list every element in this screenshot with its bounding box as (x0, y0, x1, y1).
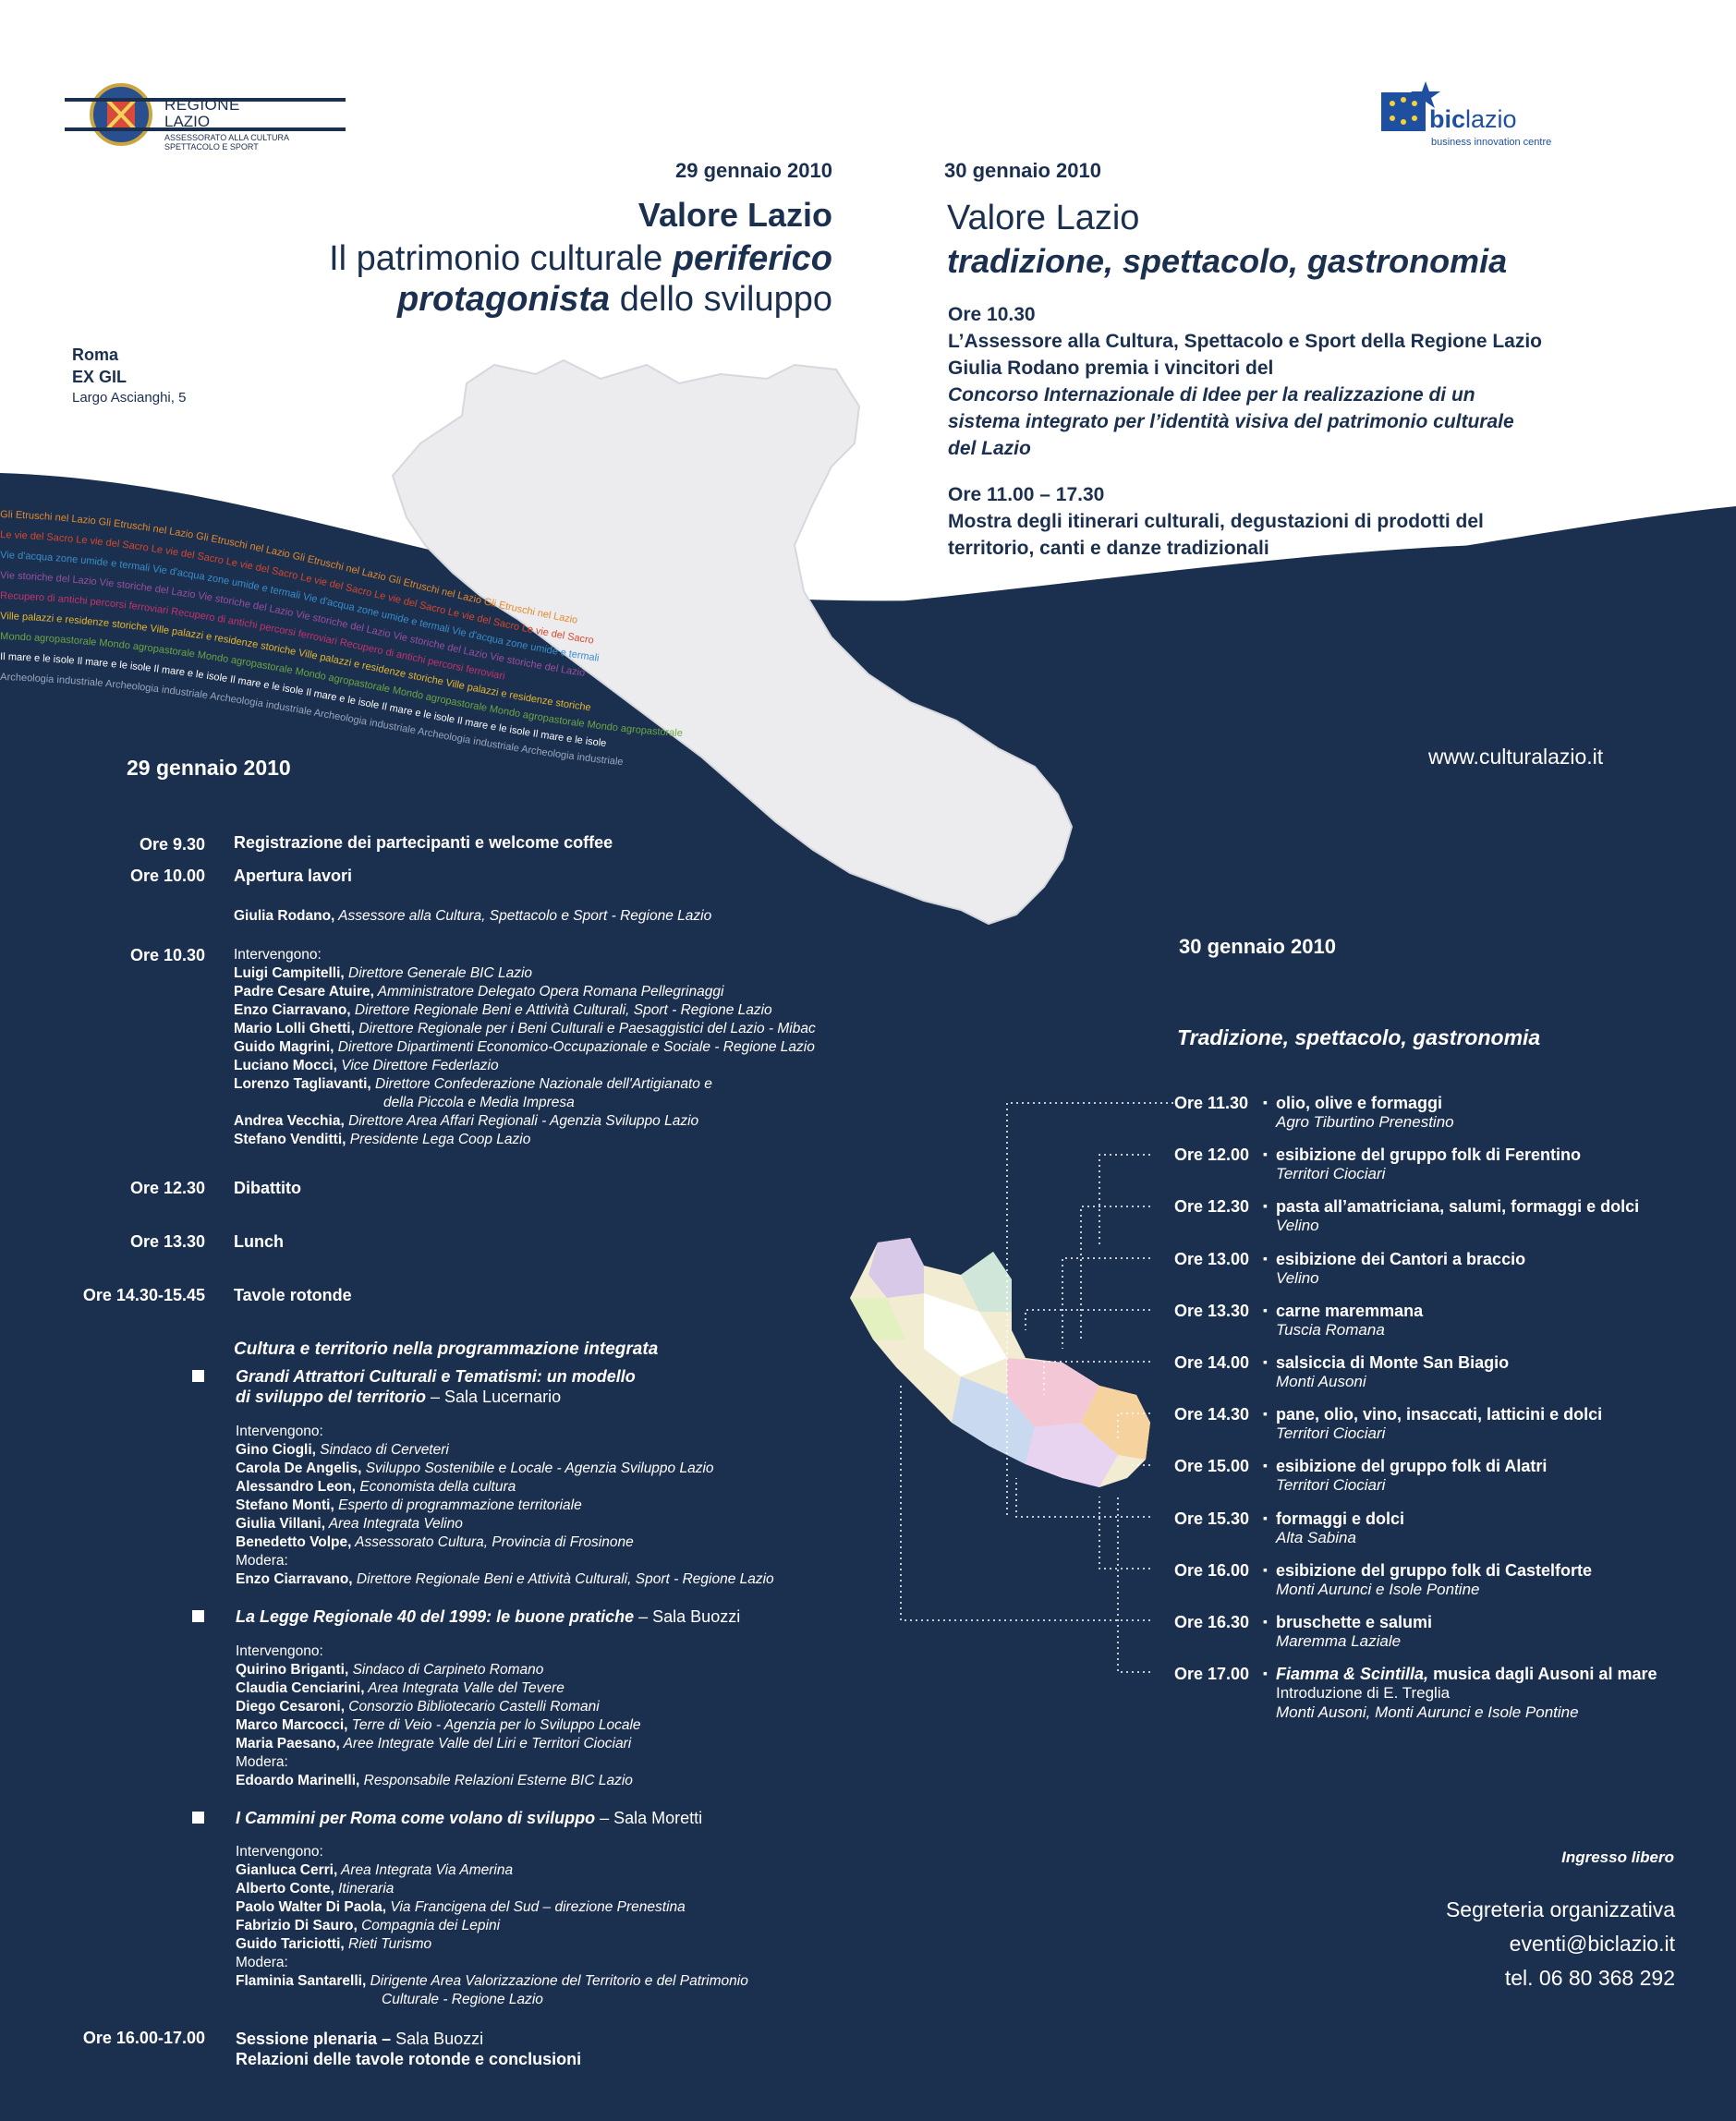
left-header-title: Valore Lazio (637, 196, 832, 234)
time-label: Ore 11.30 (1174, 1094, 1249, 1112)
speaker: Marco Marcocci, Terre di Veio - Agenzia per lo Sviluppo Locale (236, 1717, 641, 1733)
venue-address: Largo Ascianghi, 5 (72, 390, 187, 406)
speaker: Guido Tariciotti, Rieti Turismo (236, 1936, 432, 1952)
time-label: Ore 13.30 (129, 1232, 205, 1251)
time-label: Ore 14.30 (1174, 1405, 1250, 1424)
session-title: I Cammini per Roma come volano di sviluppo – Sala Moretti (236, 1809, 703, 1827)
program-item: Dibattito (234, 1179, 301, 1197)
time-label: Ore 10.00 (129, 867, 205, 885)
venue-city: Roma (72, 345, 119, 364)
time-label: Ore 12.30 (129, 1179, 205, 1197)
lazio-label: LAZIO (164, 113, 211, 130)
speaker: Alessandro Leon, Economista della cultura (236, 1479, 516, 1495)
moderator: Edoardo Marinelli, Responsabile Relazioni Esterne BIC Lazio (236, 1773, 633, 1788)
program-item: Apertura lavori (234, 867, 353, 885)
session-title: Grandi Attrattori Culturali e Tematismi: un modello di sviluppo del territorio – Sala Lucernario (236, 1367, 636, 1406)
program-item: Registrazione dei partecipanti e welcome coffee (234, 833, 613, 852)
time-label: Ore 13.30 (1174, 1302, 1250, 1320)
bullet-icon (192, 1370, 204, 1382)
speaker: Andrea Vecchia, Direttore Area Affari Regionali - Agenzia Sviluppo Lazio (234, 1113, 699, 1129)
session-speakers: Intervengono: Quirino Briganti, Sindaco di Carpineto Romano Claudia Cenciarini, Area Integrata Valle del Tevere Diego Cesaroni, Consorzio Bibliotecario Castelli Romani Marco Marcocci, Terre di Veio - Agenzia per lo Sviluppo Locale Maria Paesano, Aree Integrate Valle del Liri e Territori Ciociari Modera: Edoardo Marinelli, Responsabile Relazioni Esterne BIC Lazio (236, 1643, 641, 1788)
spettacolo-label: SPETTACOLO E SPORT (164, 142, 259, 152)
bullet-icon (192, 1610, 204, 1622)
speaker: Enzo Ciarravano, Direttore Regionale Beni e Attività Culturali, Sport - Regione Lazio (234, 1002, 772, 1018)
wave-line: Gli Etruschi nel Lazio Gli Etruschi nel Lazio Gli Etruschi nel Lazio Gli Etruschi nel Lazio Gli Etruschi nel Lazio Gli Etruschi nel Lazio (0, 509, 579, 626)
bullet-icon: ▪ (1263, 1354, 1268, 1369)
time-label: Ore 16.00-17.00 (82, 2029, 205, 2047)
bullet-icon (192, 1812, 204, 1824)
session-speakers: Intervengono: Gino Ciogli, Sindaco di Cerveteri Carola De Angelis, Sviluppo Sostenibile e Locale - Agenzia Sviluppo Lazio Alessandro Leon, Economista della cultura Stefano Monti, Esperto di programmazione territoriale Giulia Villani, Area Integrata Velino Benedetto Volpe, Assessorato Cultura, Provincia di Frosinone Modera: Enzo Ciarravano, Direttore Regionale Beni e Attività Culturali, Sport - Regione Lazio (236, 1424, 774, 1587)
speaker: Stefano Venditti, Presidente Lega Coop Lazio (234, 1132, 531, 1147)
wave-line: Archeologia industriale Archeologia industriale Archeologia industriale Archeologia industriale Archeologia industriale Archeologia industriale (0, 672, 625, 769)
bullet-icon: ▪ (1263, 1562, 1268, 1577)
bullet-icon: ▪ (1263, 1406, 1268, 1421)
schedule-item: esibizione del gruppo folk di Ferentino Territori Ciociari (1276, 1145, 1582, 1182)
wave-line: Vie storiche del Lazio Vie storiche del Lazio Vie storiche del Lazio Vie storiche del Lazio Vie storiche del Lazio Vie storiche del Lazio (0, 570, 586, 679)
speaker: Paolo Walter Di Paola, Via Francigena del Sud – direzione Prenestina (236, 1899, 686, 1915)
wave-line: Ville palazzi e residenze storiche Ville palazzi e residenze storiche Ville palazzi e residenze storiche Ville palazzi e residenze storiche (0, 611, 592, 714)
schedule-item: esibizione dei Cantori a braccio Velino (1276, 1250, 1526, 1287)
schedule-item: esibizione del gruppo folk di Castelforte Monti Aurunci e Isole Pontine (1276, 1561, 1593, 1598)
wave-line: Mondo agropastorale Mondo agropastorale Mondo agropastorale Mondo agropastorale Mondo agropastorale Mondo agropastorale Mondo agropastorale (0, 631, 684, 740)
time-label: Ore 14.00 (1174, 1353, 1250, 1372)
speaker: Diego Cesaroni, Consorzio Bibliotecario Castelli Romani (236, 1699, 600, 1715)
left-header-subtitle: Il patrimonio culturale periferico protagonista dello sviluppo (329, 239, 832, 319)
schedule-item: esibizione del gruppo folk di Alatri Territori Ciociari (1276, 1457, 1548, 1494)
schedule-item: olio, olive e formaggi Agro Tiburtino Prenestino (1276, 1094, 1454, 1131)
right-header-program: Ore 10.30 L’Assessore alla Cultura, Spettacolo e Sport della Regione Lazio Giulia Rodano premia i vincitori del Concorso Internazionale di Idee per la realizzazione di un sistema integrato per l’identità visiva del patrimonio culturale del Lazio Ore 11.00 – 17.30 Mostra degli itinerari culturali, degustazioni di prodotti del territorio, canti e danze tradizionali (948, 304, 1543, 559)
section-title: Cultura e territorio nella programmazione integrata (234, 1339, 659, 1359)
ingresso-libero: Ingresso libero (1561, 1848, 1674, 1866)
moderator: Flaminia Santarelli, Dirigente Area Valorizzazione del Territorio e del Patrimonio (236, 1973, 748, 1989)
speaker: Claudia Cenciarini, Area Integrata Valle del Tevere (236, 1680, 565, 1696)
schedule-item: bruschette e salumi Maremma Laziale (1276, 1613, 1433, 1650)
schedule-item: pane, olio, vino, insaccati, latticini e dolci Territori Ciociari (1276, 1405, 1603, 1442)
bullet-icon: ▪ (1263, 1614, 1268, 1629)
speaker: Gianluca Cerri, Area Integrata Via Amerina (236, 1862, 514, 1878)
phone-number: tel. 06 80 368 292 (1504, 1966, 1675, 1990)
regione-label: REGIONE (164, 96, 240, 114)
time-label: Ore 15.30 (1174, 1509, 1250, 1528)
right-header-subtitle: tradizione, spettacolo, gastronomia (947, 242, 1508, 280)
time-label: Ore 16.00 (1174, 1561, 1250, 1580)
bic-tagline: business innovation centre (1431, 137, 1552, 148)
time-label: Ore 13.00 (1174, 1250, 1250, 1268)
wave-line: Recupero di antichi percorsi ferroviari Recupero di antichi percorsi ferroviari Recupero di antichi percorsi ferroviari (0, 590, 506, 683)
time-label: Ore 17.00 (1174, 1665, 1250, 1683)
bullet-icon: ▪ (1263, 1251, 1268, 1266)
lazio-wordmark: lazio (1465, 105, 1517, 133)
website-link[interactable]: www.culturalazio.it (1428, 745, 1604, 769)
speaker: Luigi Campitelli, Direttore Generale BIC Lazio (234, 965, 533, 981)
email-link[interactable]: eventi@biclazio.it (1509, 1932, 1675, 1956)
time-label: Ore 15.00 (1174, 1457, 1250, 1475)
wave-line: Vie d'acqua zone umide e termali Vie d'acqua zone umide e termali Vie d'acqua zone umide e termali Vie d'acqua zone umide e termali (0, 550, 601, 664)
schedule-item: carne maremmana Tuscia Romana (1276, 1302, 1424, 1339)
speaker: Fabrizio Di Sauro, Compagnia dei Lepini (236, 1918, 501, 1933)
speaker: Stefano Monti, Esperto di programmazione territoriale (236, 1497, 582, 1513)
bullet-icon: ▪ (1263, 1146, 1268, 1161)
program-item: Sessione plenaria – Sala Buozzi Relazioni delle tavole rotonde e conclusioni (236, 2030, 582, 2068)
speaker: Carola De Angelis, Sviluppo Sostenibile e Locale - Agenzia Sviluppo Lazio (236, 1460, 714, 1476)
right-header-date: 30 gennaio 2010 (944, 159, 1101, 182)
time-label: Ore 16.30 (1174, 1613, 1250, 1631)
time-label: Ore 9.30 (139, 835, 205, 854)
schedule-item: pasta all’amatriciana, salumi, formaggi e dolci Velino (1276, 1197, 1640, 1234)
left-header-date: 29 gennaio 2010 (675, 159, 832, 182)
wave-line: Il mare e le isole Il mare e le isole Il mare e le isole Il mare e le isole Il mare e le isole Il mare e le isole Il mare e le isole Il mare e le isole (0, 651, 607, 750)
bullet-icon: ▪ (1263, 1666, 1268, 1680)
bic-wordmark: bic (1429, 105, 1466, 133)
bullet-icon: ▪ (1263, 1095, 1268, 1109)
speaker: Alberto Conte, Itineraria (236, 1881, 395, 1897)
venue-place: EX GIL (72, 368, 127, 386)
speaker: Mario Lolli Ghetti, Direttore Regionale per i Beni Culturali e Paesaggistici del Lazio - Mibac (234, 1021, 816, 1036)
day1-date: 29 gennaio 2010 (127, 756, 291, 780)
speaker: Lorenzo Tagliavanti, Direttore Confederazione Nazionale dell'Artigianato e (234, 1076, 712, 1092)
bullet-icon: ▪ (1263, 1198, 1268, 1213)
time-label: Ore 14.30-15.45 (82, 1286, 205, 1304)
time-label: Ore 12.30 (1174, 1197, 1250, 1216)
speaker: Quirino Briganti, Sindaco di Carpineto Romano (236, 1662, 544, 1678)
speakers-list: Intervengono: Luigi Campitelli, Direttore Generale BIC Lazio Padre Cesare Atuire, Amministratore Delegato Opera Romana Pellegrinaggi Enzo Ciarravano, Direttore Regionale Beni e Attività Culturali, Sport - Regione Lazio Mario Lolli Ghetti, Direttore Regionale per i Beni Culturali e Paesaggistici del Lazio - Mibac Guido Magrini, Direttore Dipartimenti Economico-Occupazionale e Sociale - Regione Lazio Luciano Mocci, Vice Direttore Federlazio Lorenzo Tagliavanti, Direttore Confederazione Nazionale dell'Artigianato e della Piccola e Media Impresa Andrea Vecchia, Direttore Area Affari Regionali - Agenzia Sviluppo Lazio Stefano Venditti, Presidente Lega Coop Lazio (234, 947, 816, 1147)
speaker: Padre Cesare Atuire, Amministratore Delegato Opera Romana Pellegrinaggi (234, 984, 724, 1000)
day2-subtitle: Tradizione, spettacolo, gastronomia (1177, 1025, 1541, 1049)
time-label: Ore 12.00 (1174, 1145, 1250, 1164)
segreteria-label: Segreteria organizzativa (1445, 1897, 1675, 1921)
schedule-item: formaggi e dolci Alta Sabina (1276, 1509, 1405, 1546)
speaker: Maria Paesano, Aree Integrate Valle del Liri e Territori Ciociari (236, 1736, 632, 1751)
schedule-item: Fiamma & Scintilla, musica dagli Ausoni al mare Introduzione di E. Treglia Monti Ausoni, Monti Aurunci e Isole Pontine (1276, 1665, 1657, 1721)
opener: Giulia Rodano, Assessore alla Cultura, Spettacolo e Sport - Regione Lazio (234, 908, 712, 924)
speaker: Benedetto Volpe, Assessorato Cultura, Provincia di Frosinone (236, 1534, 634, 1550)
assessorato-label: ASSESSORATO ALLA CULTURA (164, 133, 290, 142)
program-item: Lunch (234, 1232, 284, 1251)
wave-line: Le vie del Sacro Le vie del Sacro Le vie del Sacro Le vie del Sacro Le vie del Sacro Le vie del Sacro Le vie del Sacro Le vie del Sacro (0, 529, 595, 647)
speaker: della Piccola e Media Impresa (383, 1095, 575, 1110)
speaker: Giulia Villani, Area Integrata Velino (236, 1516, 463, 1532)
speaker: Gino Ciogli, Sindaco di Cerveteri (236, 1442, 449, 1458)
bullet-icon: ▪ (1263, 1303, 1268, 1317)
moderator: Enzo Ciarravano, Direttore Regionale Beni e Attività Culturali, Sport - Regione Lazio (236, 1571, 774, 1587)
day2-date: 30 gennaio 2010 (1179, 935, 1336, 958)
right-header-title: Valore Lazio (947, 199, 1140, 237)
schedule-item: salsiccia di Monte San Biagio Monti Ausoni (1276, 1353, 1510, 1390)
speaker: Luciano Mocci, Vice Direttore Federlazio (234, 1058, 499, 1073)
session-speakers: Intervengono: Gianluca Cerri, Area Integrata Via Amerina Alberto Conte, Itineraria Paolo Walter Di Paola, Via Francigena del Sud – direzione Prenestina Fabrizio Di Sauro, Compagnia dei Lepini Guido Tariciotti, Rieti Turismo Modera: Flaminia Santarelli, Dirigente Area Valorizzazione del Territorio e del Patrimonio Culturale - Regione Lazio (236, 1844, 748, 2007)
bullet-icon: ▪ (1263, 1458, 1268, 1473)
time-label: Ore 10.30 (129, 946, 205, 964)
session-title: La Legge Regionale 40 del 1999: le buone pratiche – Sala Buozzi (236, 1607, 741, 1626)
bullet-icon: ▪ (1263, 1510, 1268, 1525)
speaker: Guido Magrini, Direttore Dipartimenti Economico-Occupazionale e Sociale - Regione Lazio (234, 1039, 815, 1055)
program-item: Tavole rotonde (234, 1286, 352, 1304)
